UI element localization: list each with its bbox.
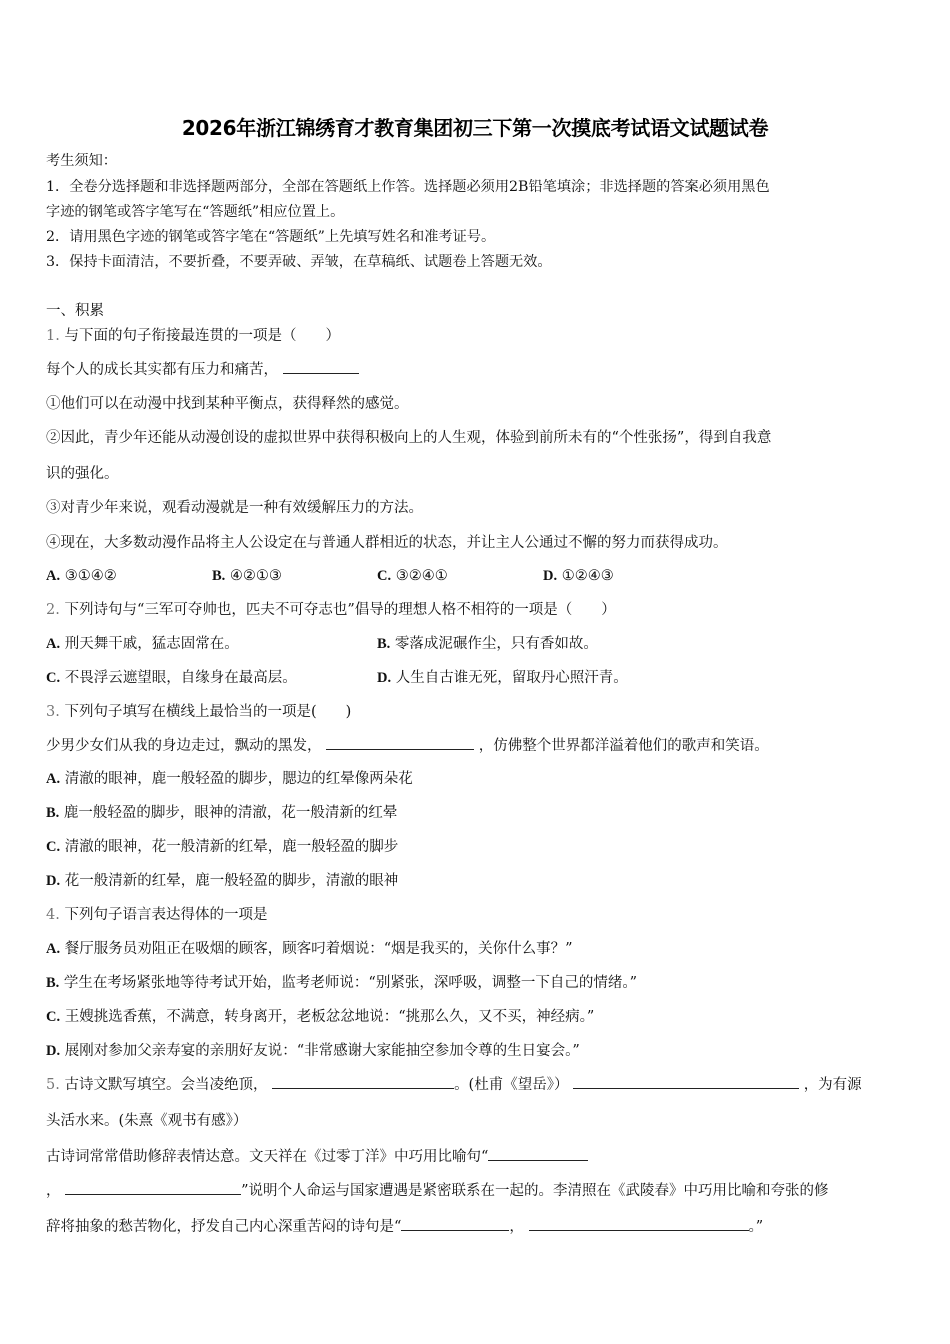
option-text: 王嫂挑选香蕉，不满意，转身离开，老板忿忿地说：“挑那么久，又不买，神经病。” bbox=[64, 1009, 595, 1025]
section-heading: 一、积累 bbox=[46, 303, 104, 319]
notice-item-3: 3．保持卡面清洁，不要折叠，不要弄破、弄皱，在草稿纸、试题卷上答题无效。 bbox=[46, 254, 552, 270]
question-number: 3. bbox=[46, 704, 60, 720]
answer-blank[interactable] bbox=[529, 1216, 749, 1231]
prompt-text: ，仿佛整个世界都洋溢着他们的歌声和笑语。 bbox=[478, 738, 769, 754]
option-text: ③②④① bbox=[395, 568, 448, 584]
question-text: 与下面的句子衔接最连贯的一项是（ ） bbox=[64, 328, 340, 344]
prompt-text: 。(杜甫《望岳》） bbox=[454, 1077, 569, 1093]
notice-heading: 考生须知： bbox=[46, 153, 117, 169]
q2-option-c[interactable] bbox=[46, 667, 297, 689]
answer-blank[interactable] bbox=[65, 1180, 241, 1195]
option-text: 人生自古谁无死，留取丹心照汗青。 bbox=[395, 670, 628, 686]
option-letter: C. bbox=[46, 1009, 61, 1025]
q4-option-d[interactable] bbox=[46, 1040, 580, 1062]
prompt-text: ， bbox=[509, 1219, 524, 1235]
prompt-text: 辞将抽象的愁苦物化，抒发自己内心深重苦闷的诗句是“ bbox=[46, 1219, 402, 1235]
option-text: 展刚对参加父亲寿宴的亲朋好友说：“非常感谢大家能抽空参加令尊的生日宴会。” bbox=[64, 1043, 580, 1059]
question-1-prompt bbox=[46, 359, 359, 381]
option-letter: B. bbox=[377, 636, 391, 652]
notice-item-2: 2．请用黑色字迹的钢笔或答字笔在“答题纸”上先填写姓名和准考证号。 bbox=[46, 229, 496, 245]
q1-option-c[interactable] bbox=[377, 565, 448, 587]
question-text: 下列句子填写在横线上最恰当的一项是( ) bbox=[64, 704, 352, 720]
prompt-text: 。” bbox=[748, 1219, 764, 1235]
answer-blank[interactable] bbox=[488, 1146, 588, 1161]
answer-blank[interactable] bbox=[401, 1216, 509, 1231]
statement-2-cont: 识的强化。 bbox=[46, 466, 119, 482]
question-number: 2. bbox=[46, 602, 60, 618]
option-text: 餐厅服务员劝阻正在吸烟的顾客，顾客叼着烟说：“烟是我买的，关你什么事？” bbox=[64, 941, 573, 957]
q3-option-c[interactable] bbox=[46, 836, 398, 858]
q2-option-a[interactable] bbox=[46, 633, 239, 655]
q4-option-c[interactable] bbox=[46, 1006, 594, 1028]
option-letter: A. bbox=[46, 636, 61, 652]
option-text: 学生在考场紧张地等待考试开始，监考老师说：“别紧张，深呼吸，调整一下自己的情绪。” bbox=[63, 975, 637, 991]
q2-option-d[interactable] bbox=[377, 667, 628, 689]
q4-option-b[interactable] bbox=[46, 972, 637, 994]
question-5-line-4 bbox=[46, 1180, 829, 1202]
page-title: 2026年浙江锦绣育才教育集团初三下第一次摸底考试语文试题试卷 bbox=[181, 116, 769, 140]
option-letter: D. bbox=[543, 568, 558, 584]
option-letter: A. bbox=[46, 568, 61, 584]
answer-blank[interactable] bbox=[326, 735, 474, 750]
question-number: 5. bbox=[46, 1077, 60, 1093]
option-letter: B. bbox=[46, 805, 60, 821]
question-number: 4. bbox=[46, 907, 60, 923]
question-5-line-1 bbox=[46, 1074, 862, 1096]
prompt-text: 少男少女们从我的身边走过，飘动的黑发， bbox=[46, 738, 322, 754]
q1-option-b[interactable] bbox=[212, 565, 282, 587]
prompt-text: ，为有源 bbox=[803, 1077, 862, 1093]
option-text: 零落成泥碾作尘，只有香如故。 bbox=[394, 636, 598, 652]
prompt-text: 每个人的成长其实都有压力和痛苦， bbox=[46, 362, 278, 378]
option-text: 清澈的眼神，花一般清新的红晕，鹿一般轻盈的脚步 bbox=[64, 839, 399, 855]
option-letter: D. bbox=[46, 1043, 61, 1059]
prompt-text: ”说明个人命运与国家遭遇是紧密联系在一起的。李清照在《武陵春》中巧用比喻和夸张的修 bbox=[241, 1183, 829, 1199]
option-text: ④②①③ bbox=[229, 568, 282, 584]
option-text: ①②④③ bbox=[561, 568, 614, 584]
question-4-stem bbox=[46, 904, 267, 926]
option-text: 花一般清新的红晕，鹿一般轻盈的脚步，清澈的眼神 bbox=[64, 873, 399, 889]
q1-option-a[interactable] bbox=[46, 565, 117, 587]
q3-option-b[interactable] bbox=[46, 802, 397, 824]
option-text: 不畏浮云遮望眼，自缘身在最高层。 bbox=[64, 670, 297, 686]
q4-option-a[interactable] bbox=[46, 938, 573, 960]
option-letter: D. bbox=[46, 873, 61, 889]
question-text: 下列句子语言表达得体的一项是 bbox=[64, 907, 268, 923]
option-text: 鹿一般轻盈的脚步，眼神的清澈，花一般清新的红晕 bbox=[63, 805, 398, 821]
statement-1: ①他们可以在动漫中找到某种平衡点，获得释然的感觉。 bbox=[46, 396, 409, 412]
q3-option-d[interactable] bbox=[46, 870, 398, 892]
answer-blank[interactable] bbox=[283, 359, 359, 374]
option-letter: A. bbox=[46, 941, 61, 957]
option-letter: B. bbox=[46, 975, 60, 991]
notice-item-1: 1．全卷分选择题和非选择题两部分，全部在答题纸上作答。选择题必须用2B铅笔填涂；非选择题的答案必须用黑色 bbox=[46, 179, 770, 195]
option-text: 清澈的眼神，鹿一般轻盈的脚步，腮边的红晕像两朵花 bbox=[64, 771, 413, 787]
question-1-stem bbox=[46, 325, 340, 347]
statement-2: ②因此，青少年还能从动漫创设的虚拟世界中获得积极向上的人生观，体验到前所未有的“个性张扬”，得到自我意 bbox=[46, 430, 772, 446]
option-letter: C. bbox=[46, 670, 61, 686]
answer-blank[interactable] bbox=[573, 1074, 799, 1089]
notice-item-1-cont: 字迹的钢笔或答字笔写在“答题纸”相应位置上。 bbox=[46, 204, 345, 220]
question-text: 下列诗句与“三军可夺帅也，匹夫不可夺志也”倡导的理想人格不相符的一项是（ ） bbox=[64, 602, 616, 618]
answer-blank[interactable] bbox=[272, 1074, 454, 1089]
q1-option-d[interactable] bbox=[543, 565, 614, 587]
option-text: 刑天舞干戚，猛志固常在。 bbox=[64, 636, 239, 652]
q3-option-a[interactable] bbox=[46, 768, 413, 790]
question-5-line-5 bbox=[46, 1216, 763, 1238]
statement-4: ④现在，大多数动漫作品将主人公设定在与普通人群相近的状态，并让主人公通过不懈的努力而获得成功。 bbox=[46, 535, 728, 551]
question-5-line-3 bbox=[46, 1146, 588, 1168]
statement-3: ③对青少年来说，观看动漫就是一种有效缓解压力的方法。 bbox=[46, 500, 423, 516]
option-letter: C. bbox=[46, 839, 61, 855]
option-letter: C. bbox=[377, 568, 392, 584]
option-letter: B. bbox=[212, 568, 226, 584]
question-5-line-2: 头活水来。(朱熹《观书有感》） bbox=[46, 1113, 248, 1129]
option-letter: D. bbox=[377, 670, 392, 686]
question-2-stem bbox=[46, 599, 616, 621]
option-letter: A. bbox=[46, 771, 61, 787]
question-number: 1. bbox=[46, 328, 60, 344]
prompt-text: 古诗词常常借助修辞表情达意。文天祥在《过零丁洋》中巧用比喻句“ bbox=[46, 1149, 489, 1165]
q2-option-b[interactable] bbox=[377, 633, 598, 655]
prompt-text: ， bbox=[46, 1183, 61, 1199]
question-3-prompt bbox=[46, 735, 769, 757]
prompt-text: 古诗文默写填空。会当凌绝顶， bbox=[64, 1077, 268, 1093]
option-text: ③①④② bbox=[64, 568, 117, 584]
question-3-stem bbox=[46, 701, 351, 723]
